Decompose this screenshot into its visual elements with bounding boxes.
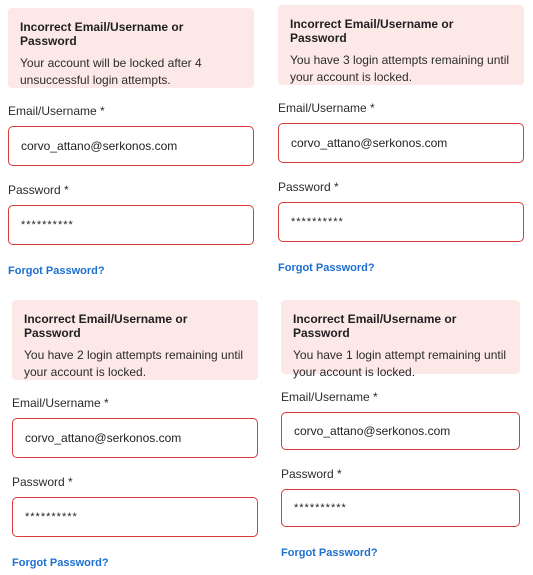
email-field[interactable]: corvo_attano@serkonos.com [12, 418, 258, 458]
password-label: Password * [12, 475, 73, 489]
email-label: Email/Username * [278, 101, 375, 115]
forgot-password-link[interactable]: Forgot Password? [278, 262, 375, 274]
email-label: Email/Username * [281, 390, 378, 404]
error-title: Incorrect Email/Username or Password [20, 20, 184, 48]
forgot-password-link[interactable]: Forgot Password? [8, 265, 105, 277]
email-label: Email/Username * [12, 396, 109, 410]
error-alert [12, 300, 258, 380]
error-alert [281, 300, 520, 379]
login-form-attempt-4 [281, 300, 520, 561]
login-form-attempt-3 [12, 300, 258, 571]
error-message: Your account will be locked after 4 unsuccessful login attempts. [20, 56, 202, 87]
password-field[interactable]: ********** [281, 489, 520, 527]
error-title: Incorrect Email/Username or Password [293, 312, 457, 340]
error-message: You have 1 login attempt remaining until your account is locked. [293, 348, 507, 379]
password-label: Password * [278, 180, 339, 194]
email-field[interactable]: corvo_attano@serkonos.com [281, 412, 520, 450]
email-field[interactable]: corvo_attano@serkonos.com [8, 126, 254, 166]
forgot-password-link[interactable]: Forgot Password? [281, 547, 378, 559]
email-label: Email/Username * [8, 104, 105, 118]
email-field[interactable]: corvo_attano@serkonos.com [278, 123, 524, 163]
login-form-attempt-2 [278, 5, 524, 276]
error-title: Incorrect Email/Username or Password [290, 17, 454, 45]
error-message: You have 2 login attempts remaining until your account is locked. [24, 348, 244, 379]
password-field[interactable]: ********** [12, 497, 258, 537]
password-field[interactable]: ********** [278, 202, 524, 242]
error-title: Incorrect Email/Username or Password [24, 312, 188, 340]
password-field[interactable]: ********** [8, 205, 254, 245]
error-message: You have 3 login attempts remaining until your account is locked. [290, 53, 510, 84]
login-form-attempt-1 [8, 8, 254, 279]
error-alert [278, 5, 524, 85]
password-label: Password * [8, 183, 69, 197]
password-label: Password * [281, 467, 342, 481]
error-alert [8, 8, 254, 88]
forgot-password-link[interactable]: Forgot Password? [12, 557, 109, 569]
